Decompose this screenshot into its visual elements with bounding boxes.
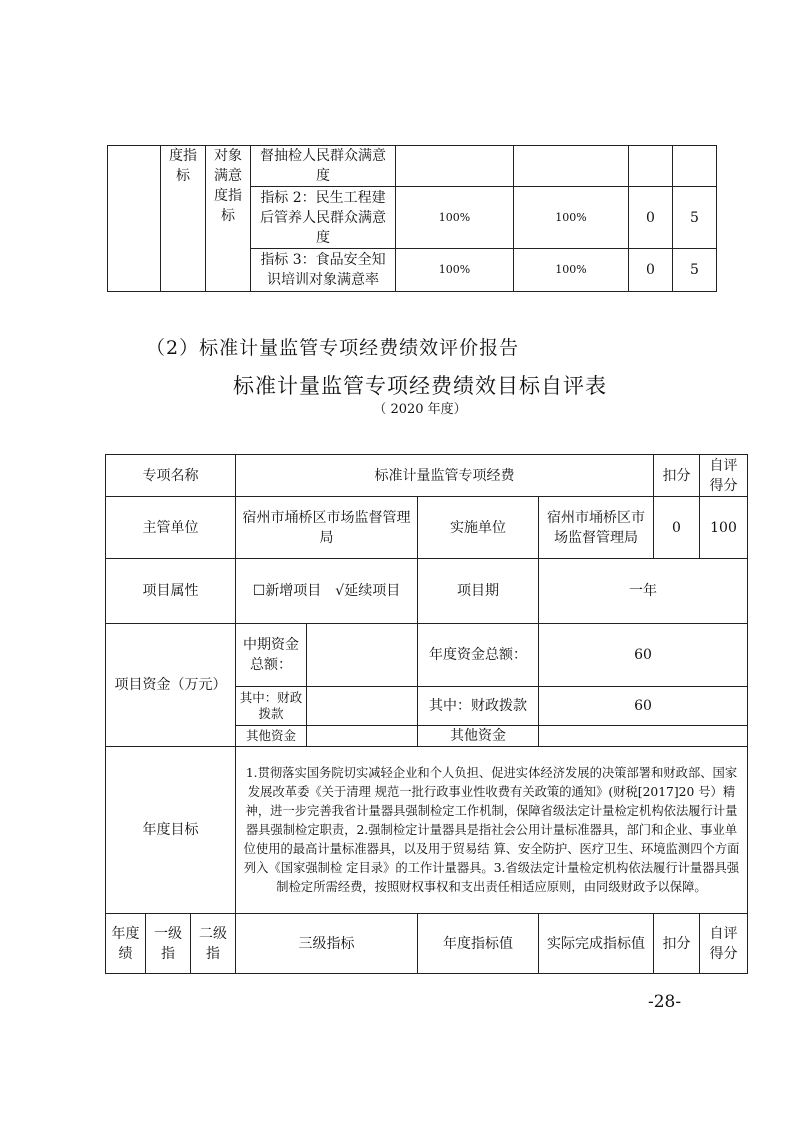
goal-text: 1.贯彻落实国务院切实减轻企业和个人负担、促进实体经济发展的决策部署和财政部、国家发展改革委《关于清理 规范一批行政事业性收费有关政策的通知》(财税[2017]20 号）精神，进一步完善我省计量器具强制检定工作机制，保障省级法定计量检定机构依法履行计量器具强制检定职责，2.强制检定计量器具是指社会公用计量标准器具，部门和企业、事业单位使用的最高计量标准器具，以及用于贸易结 算、安全防护、医疗卫生、环境监测四个方面列入《国家强制检 定目录》的工作计量器具。3.省级法定计量检定机构依法履行计量器具强制检定所需经费，按照财权事权和支出责任相适应原则，由同级财政予以保障。 <box>236 747 748 914</box>
mid-total-value <box>307 624 418 687</box>
implementer-value: 宿州市埇桥区市场监督管理局 <box>539 497 654 559</box>
attr-label: 项目属性 <box>106 559 236 624</box>
indicator-name: 指标 3：食品安全知识培训对象满意率 <box>251 249 396 292</box>
score-value: 100 <box>700 497 748 559</box>
annual-fiscal-label: 其中：财政拨款 <box>418 687 539 726</box>
indicator-name: 指标 2：民生工程建后管养人民群众满意度 <box>251 187 396 249</box>
annual-fiscal-value: 60 <box>539 687 748 726</box>
indicator-name: 督抽检人民群众满意度 <box>251 146 396 187</box>
header-level1: 一级指 <box>146 914 191 974</box>
attr-value: ☐新增项目 √延续项目 <box>236 559 418 624</box>
actual-value <box>514 146 629 187</box>
deduct-value: 0 <box>654 497 700 559</box>
mid-fiscal-label: 其中：财政拨款 <box>236 687 307 726</box>
goal-label: 年度目标 <box>106 747 236 914</box>
self-evaluation-table <box>105 454 748 974</box>
period-label: 项目期 <box>418 559 539 624</box>
score-label: 自评得分 <box>700 455 748 497</box>
level1-indicator: 度指标 <box>161 146 206 292</box>
score-value <box>673 146 717 187</box>
supervisor-value: 宿州市埇桥区市场监督管理局 <box>236 497 418 559</box>
annual-other-label: 其他资金 <box>418 726 539 747</box>
mid-other-label: 其他资金 <box>236 726 307 747</box>
header-annual-target: 年度指标值 <box>418 914 539 974</box>
deduct-value: 0 <box>629 187 673 249</box>
table-title: 标准计量监管专项经费绩效目标自评表 <box>233 374 607 398</box>
deduct-label: 扣分 <box>654 455 700 497</box>
header-deduct: 扣分 <box>654 914 700 974</box>
deduct-value <box>629 146 673 187</box>
project-name: 标准计量监管专项经费 <box>236 455 654 497</box>
annual-total-label: 年度资金总额： <box>418 624 539 687</box>
actual-value: 100% <box>514 249 629 292</box>
deduct-value: 0 <box>629 249 673 292</box>
page-number: -28- <box>648 992 682 1012</box>
header-level2: 二级指 <box>191 914 236 974</box>
implementer-label: 实施单位 <box>418 497 539 559</box>
annual-total-value: 60 <box>539 624 748 687</box>
target-value: 100% <box>396 249 514 292</box>
header-level3: 三级指标 <box>236 914 418 974</box>
project-name-label: 专项名称 <box>106 455 236 497</box>
header-score: 自评得分 <box>700 914 748 974</box>
score-value: 5 <box>673 249 717 292</box>
target-value <box>396 146 514 187</box>
target-value: 100% <box>396 187 514 249</box>
mid-fiscal-value <box>307 687 418 726</box>
performance-indicator-table-continued <box>107 145 717 292</box>
supervisor-label: 主管单位 <box>106 497 236 559</box>
fund-label: 项目资金（万元） <box>106 624 236 747</box>
header-annual: 年度绩 <box>106 914 146 974</box>
table-year: （ 2020 年度） <box>373 402 467 417</box>
score-value: 5 <box>673 187 717 249</box>
period-value: 一年 <box>539 559 748 624</box>
actual-value: 100% <box>514 187 629 249</box>
mid-other-value <box>307 726 418 747</box>
annual-other-value <box>539 726 748 747</box>
mid-total-label: 中期资金总额： <box>236 624 307 687</box>
level2-indicator: 对象满意度指标 <box>206 146 251 292</box>
section-heading: （2）标准计量监管专项经费绩效评价报告 <box>146 337 520 359</box>
blank-cell <box>108 146 161 292</box>
header-actual: 实际完成指标值 <box>539 914 654 974</box>
